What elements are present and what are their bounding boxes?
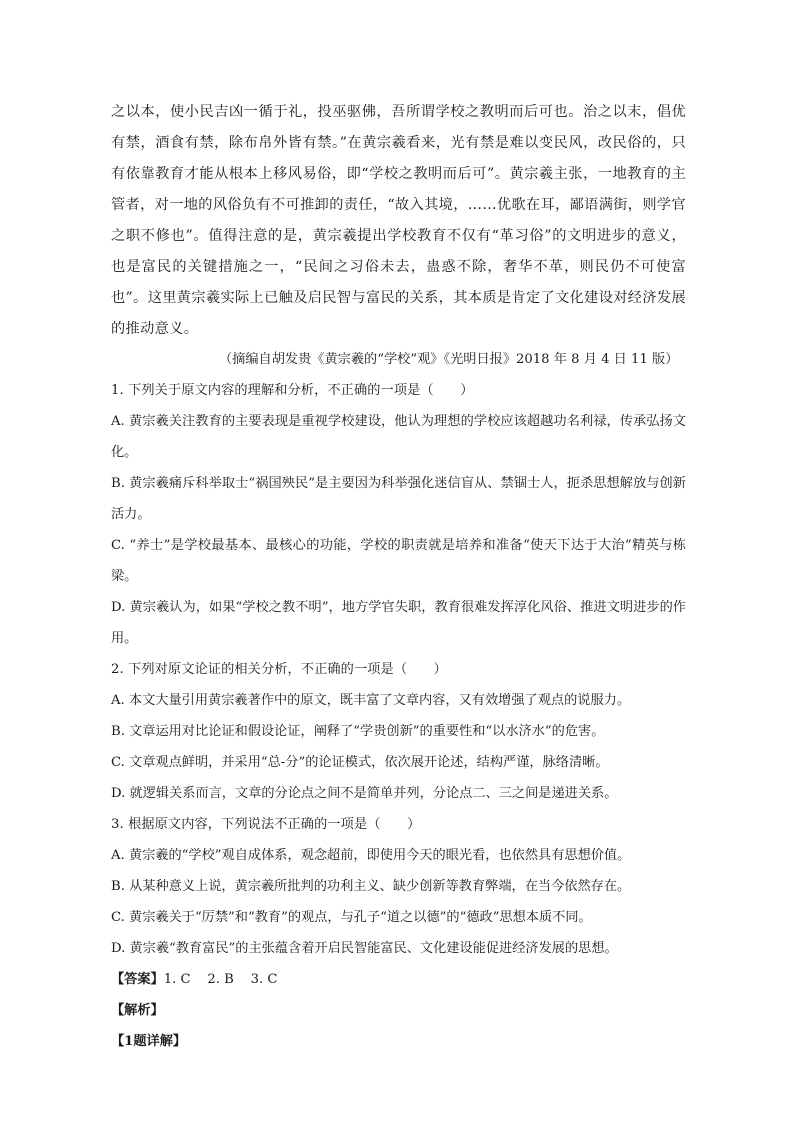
option-b: B. 黄宗羲痛斥科举取士“祸国殃民”是主要因为科举强化迷信盲从、禁锢士人，扼杀思想解放与创新活力。 bbox=[111, 476, 686, 522]
document-body bbox=[111, 97, 686, 1057]
option-a: A. 黄宗羲的“学校”观自成体系，观念超前，即使用今天的眼光看，也依然具有思想价值。 bbox=[111, 848, 631, 863]
option-b: B. 从某种意义上说，黄宗羲所批判的功利主义、缺少创新等教育弊端，在当今依然存在。 bbox=[111, 879, 631, 894]
question-2 bbox=[111, 654, 686, 809]
source-citation: （摘编自胡发贵《黄宗羲的“学校”观》《光明日报》2018 年 8 月 4 日 11 版） bbox=[219, 352, 679, 367]
option-d: D. 黄宗羲认为，如果“学校之教不明”，地方学官失职，教育很难发挥淳化风俗、推进文明进步的作用。 bbox=[111, 600, 686, 646]
option-a: A. 黄宗羲关注教育的主要表现是重视学校建设，他认为理想的学校应该超越功名利禄，传承弘扬文化。 bbox=[111, 414, 686, 460]
question-stem: 3. 根据原文内容，下列说法不正确的一项是（ ） bbox=[111, 817, 421, 832]
option-d: D. 黄宗羲“教育富民”的主张蕴含着开启民智能富民、文化建设能促进经济发展的思想。 bbox=[111, 941, 618, 956]
option-a: A. 本文大量引用黄宗羲著作中的原文，既丰富了文章内容，又有效增强了观点的说服力。 bbox=[111, 693, 631, 708]
question-stem: 2. 下列对原文论证的相关分析，不正确的一项是（ ） bbox=[111, 662, 447, 677]
question-1 bbox=[111, 375, 686, 654]
answer-line bbox=[111, 964, 686, 995]
question-3 bbox=[111, 809, 686, 964]
answer-text: 1. C 2. B 3. C bbox=[163, 972, 278, 987]
detail-label: 【1题详解】 bbox=[111, 1034, 187, 1049]
option-c: C. 文章观点鲜明，并采用“总-分”的论证模式，依次展开论述，结构严谨，脉络清晰。 bbox=[111, 755, 609, 770]
option-c: C. 黄宗羲关于“厉禁”和“教育”的观点，与孔子“道之以德”的“德政”思想本质不同。 bbox=[111, 910, 592, 925]
option-b: B. 文章运用对比论证和假设论证，阐释了“学贵创新”的重要性和“以水济水”的危害。 bbox=[111, 724, 605, 739]
passage-paragraph: 之以本，使小民吉凶一循于礼，投巫驱佛，吾所谓学校之教明而后可也。治之以末，倡优有禁，酒食有禁，除布帛外皆有禁。”在黄宗羲看来，光有禁是难以变民风，改民俗的，只有依靠教育才能从根本上移风易俗，即“学校之教明而后可”。黄宗羲主张，一地教育的主管者，对一地的风俗负有不可推卸的责任，“故入其境，……优歌在耳，鄙语满街，则学官之职不修也”。值得注意的是，黄宗羲提出学校教育不仅有“革习俗”的文明进步的意义，也是富民的关键措施之一，“民间之习俗未去，蛊惑不除，奢华不革，则民仍不可使富也”。这里黄宗羲实际上已触及启民智与富民的关系，其本质是肯定了文化建设对经济发展的推动意义。 bbox=[111, 104, 686, 337]
analysis-label: 【解析】 bbox=[111, 1003, 164, 1018]
option-d: D. 就逻辑关系而言，文章的分论点之间不是简单并列，分论点二、三之间是递进关系。 bbox=[111, 786, 618, 801]
question-stem: 1. 下列关于原文内容的理解和分析，不正确的一项是（ ） bbox=[111, 383, 474, 398]
answer-label: 【答案】 bbox=[111, 972, 164, 987]
option-c: C. “养士”是学校最基本、最核心的功能，学校的职责就是培养和准备“使天下达于大治”精英与栋梁。 bbox=[111, 538, 686, 584]
